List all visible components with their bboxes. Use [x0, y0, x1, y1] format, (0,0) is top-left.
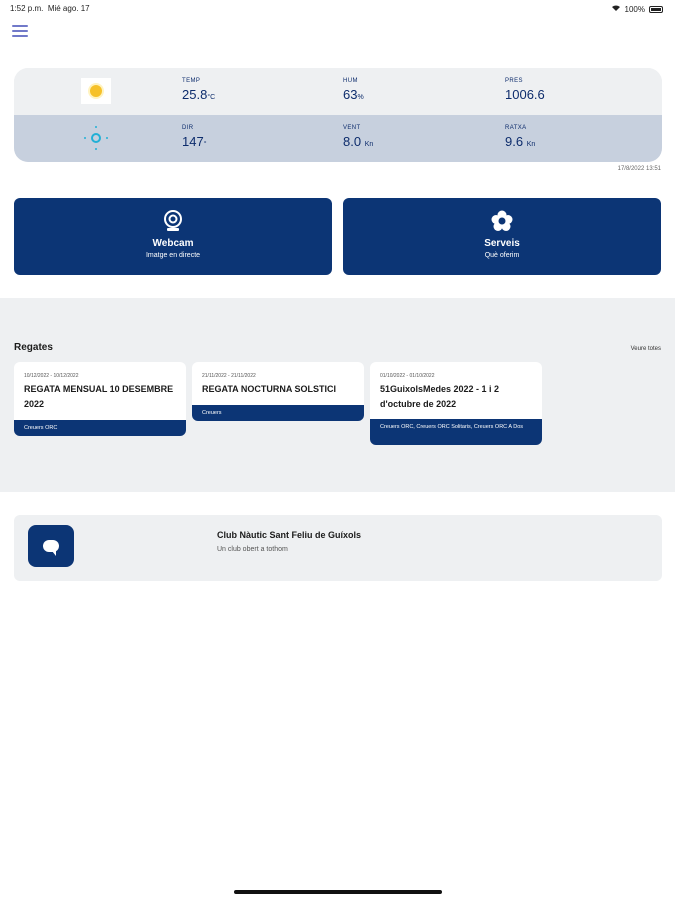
weather-card[interactable]	[14, 68, 662, 162]
battery-fill	[651, 8, 661, 11]
club-card[interactable]	[14, 515, 662, 581]
regata-title: 51GuixolsMedes 2022 - 1 i 2 d'octubre de 2022	[380, 384, 500, 409]
see-all-link[interactable]: Veure totes	[630, 346, 661, 352]
chat-icon	[28, 525, 74, 567]
metric-gust	[505, 125, 535, 149]
home-indicator[interactable]	[234, 890, 442, 894]
metric-unit: %	[357, 94, 364, 101]
metric-value: 8.0	[343, 134, 362, 149]
serveis-button[interactable]	[343, 198, 661, 275]
regata-card[interactable]	[370, 362, 542, 445]
regates-title: Regates	[14, 342, 53, 353]
metric-unit: Kn	[526, 141, 536, 148]
metric-label: DIR	[182, 125, 194, 131]
regates-section	[0, 298, 675, 492]
regata-classes: Creuers ORC	[14, 420, 186, 436]
metric-label: VENT	[343, 125, 361, 131]
metric-label: TEMP	[182, 78, 201, 84]
metric-value: 1006.6	[505, 87, 545, 102]
metric-wind	[343, 125, 373, 149]
sun-icon	[80, 76, 112, 106]
regata-dates: 10/12/2022 - 10/12/2022	[24, 373, 79, 379]
metric-value: 147	[182, 134, 204, 149]
serveis-title: Serveis	[484, 238, 520, 249]
regata-card[interactable]	[192, 362, 364, 421]
club-tagline: Un club obert a tothom	[217, 546, 288, 553]
status-time: 1:52 p.m.	[10, 4, 44, 13]
webcam-icon	[162, 210, 184, 232]
wifi-icon	[611, 4, 621, 14]
metric-label: HUM	[343, 78, 358, 84]
metric-unit: Kn	[364, 141, 374, 148]
metric-unit: °	[203, 141, 207, 148]
webcam-title: Webcam	[152, 238, 194, 249]
regata-dates: 21/11/2022 - 21/11/2022	[202, 373, 256, 379]
regata-card[interactable]	[14, 362, 186, 436]
wind-direction-icon	[80, 123, 112, 153]
club-name: Club Nàutic Sant Feliu de Guíxols	[217, 530, 362, 540]
menu-icon[interactable]	[12, 25, 28, 37]
weather-row-conditions	[14, 68, 662, 115]
regata-title: REGATA MENSUAL 10 DESEMBRE 2022	[24, 384, 174, 409]
status-indicators	[611, 4, 663, 14]
status-date: Mié ago. 17	[47, 4, 90, 13]
flower-icon	[491, 210, 513, 232]
metric-label: PRES	[505, 78, 523, 84]
battery-icon	[649, 6, 663, 13]
metric-value: 25.8	[182, 87, 208, 102]
regata-classes: Creuers ORC, Creuers ORC Solitaris, Creuers ORC A Dos	[370, 419, 542, 445]
weather-row-wind	[14, 115, 662, 162]
webcam-button[interactable]	[14, 198, 332, 275]
regata-dates: 01/10/2022 - 01/10/2022	[380, 373, 435, 379]
serveis-subtitle: Què oferim	[484, 252, 520, 259]
status-time-date	[10, 4, 90, 13]
metric-direction	[182, 125, 207, 149]
metric-value: 63	[343, 87, 358, 102]
regata-classes: Creuers	[192, 405, 364, 421]
metric-value: 9.6	[505, 134, 524, 149]
metric-unit: °C	[207, 94, 216, 101]
metric-pressure	[505, 78, 545, 102]
webcam-subtitle: Imatge en directe	[145, 252, 201, 259]
battery-percent: 100%	[624, 4, 645, 14]
metric-humidity	[343, 78, 364, 102]
weather-timestamp: 17/8/2022 13:51	[617, 166, 661, 172]
metric-label: RATXA	[505, 125, 527, 131]
regata-title: REGATA NOCTURNA SOLSTICI	[202, 384, 336, 394]
metric-temp	[182, 78, 215, 102]
status-bar	[0, 0, 675, 18]
